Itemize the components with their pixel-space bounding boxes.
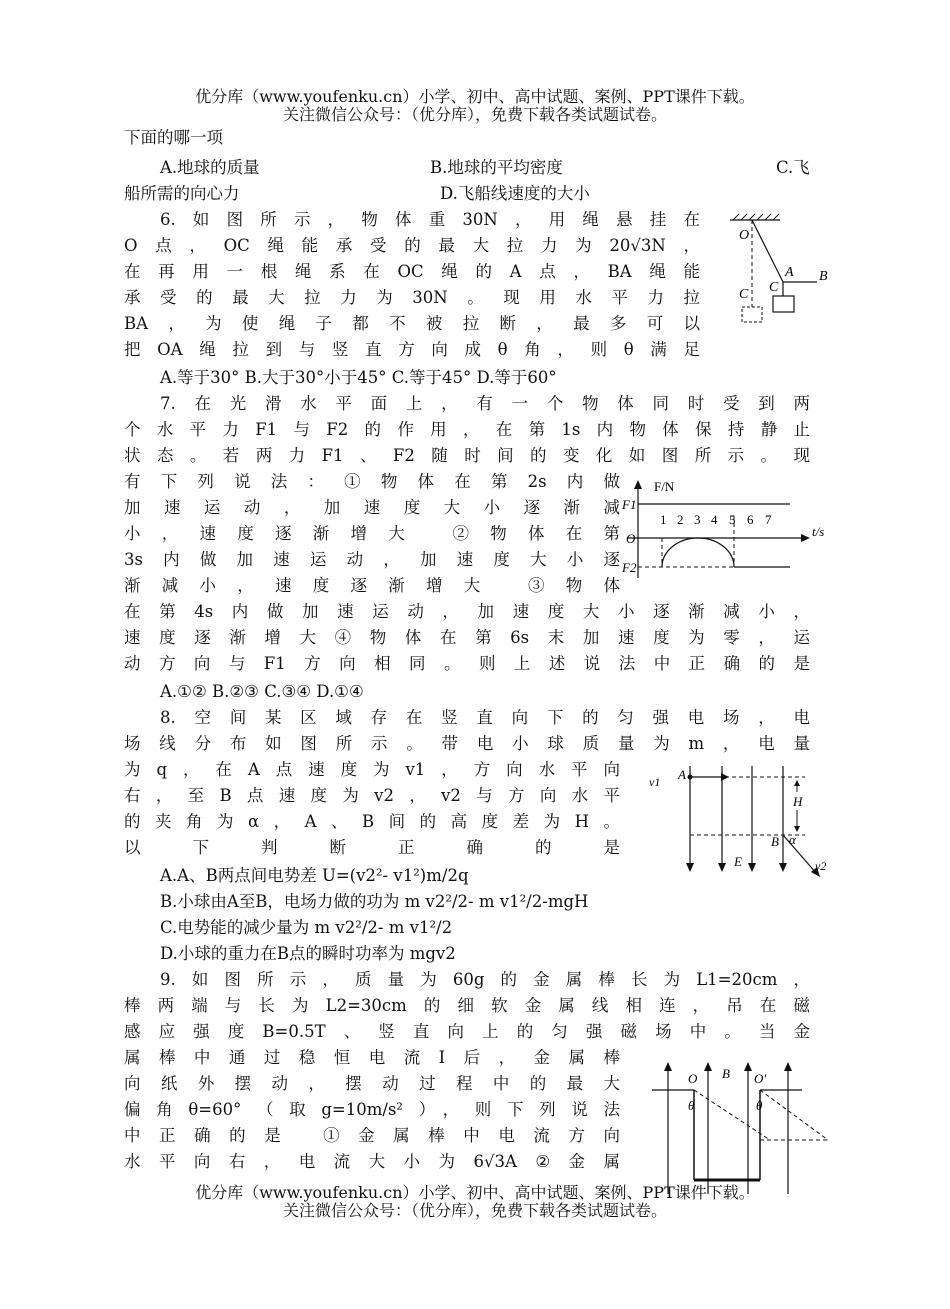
footer-line-2: 关注微信公众号：（优分库），免费下载各类试题试卷。: [282, 1201, 667, 1220]
q8-label-e: E: [734, 854, 742, 869]
q8-option-d: D.小球的重力在B点的瞬时功率为 mgv2: [160, 944, 456, 963]
q6-options: A.等于30° B.大于30°小于45° C.等于45° D.等于60°: [160, 368, 557, 387]
q7-tick-2: 2: [677, 512, 684, 527]
q9-label-theta-right: θ: [756, 1098, 763, 1113]
q6-label-c: C: [769, 280, 779, 295]
q9-line-5: 向纸外摆动，摆动过程中的最大: [124, 1074, 620, 1093]
q7-line-7: 3s内做加速运动，加速度大小逐: [124, 550, 620, 569]
header-line-2: 关注微信公众号：（优分库），免费下载各类试题试卷。: [282, 105, 667, 124]
q8-option-b: B.小球由A至B，电场力做的功为 m v2²/2- m v1²/2-mgH: [160, 892, 589, 911]
q8-line-5: 的夹角为α，A、B间的高度差为H。: [124, 812, 620, 831]
q7-tick-1: 1: [660, 512, 667, 527]
q7-line-10: 速度逐渐增大④物体在第6s末加速度为零，运: [124, 628, 810, 647]
q7-tick-6: 6: [747, 512, 754, 527]
q6-label-b: B: [819, 269, 828, 284]
q9-line-7: 中正确的是 ①金属棒中电流方向: [124, 1126, 620, 1145]
q9-line-4: 属棒中通过稳恒电流I后，金属棒: [124, 1048, 620, 1067]
q7-tick-4: 4: [711, 512, 718, 527]
q7-tick-7: 7: [765, 512, 772, 527]
q6-label-o: O: [739, 228, 750, 243]
q5-stem-end: [124, 126, 314, 150]
q8-line-3: 为q，在A点速度为v1，方向水平向: [124, 760, 620, 779]
q6-line-3: 在再用一根绳系在OC绳的A点，BA绳能: [124, 262, 700, 281]
q8-label-v2: v2: [815, 859, 827, 873]
q9-line-8: 水平向右，电流大小为6√3A②金属: [124, 1152, 620, 1171]
q5-stem-text: 下面的哪一项: [124, 128, 223, 147]
q5-option-d: D.飞船线速度的大小: [440, 184, 590, 203]
q8-line-4: 右，至B点速度为v2，v2与方向水平: [124, 786, 620, 805]
q8-option-c: C.电势能的减少量为 m v2²/2- m v1²/2: [160, 918, 453, 937]
q7-f2-label: F2: [622, 560, 637, 575]
q9-line-1: 9.如图所示，质量为60g的金属棒长为L1=20cm，: [160, 970, 810, 989]
header-line-1: 优分库（www.youfenku.cn）小学、初中、高中试题、案例、PPT课件下载。: [195, 87, 755, 106]
q7-f1-label: F1: [622, 497, 637, 512]
q6-label-a: A: [785, 265, 794, 280]
q7-line-1: 7.在光滑水平面上，有一个物体同时受到两: [160, 394, 810, 413]
q7-tick-5: 5: [729, 512, 736, 527]
q9-label-o: O: [688, 1071, 698, 1086]
q9-label-o-prime: O′: [754, 1071, 767, 1086]
q7-line-3: 状态。若两力F1、F2随时间的变化如图所示。现: [124, 446, 810, 465]
q7-line-5: 加速运动，加速度大小逐渐减: [124, 498, 620, 517]
q5-option-c-start: C.飞: [776, 158, 810, 177]
q6-line-1: 6.如图所示，物体重30N，用绳悬挂在: [160, 210, 700, 229]
q7-line-4: 有下列说法：①物体在第2s内做: [124, 472, 620, 491]
q7-options: A.①② B.②③ C.③④ D.①④: [160, 682, 364, 701]
q5-option-b: B.地球的平均密度: [430, 158, 563, 177]
q8-label-a: A: [678, 767, 686, 782]
q8-line-1: 8.空间某区域存在竖直向下的匀强电场，电: [160, 708, 810, 727]
q6-label-c-dashed: C: [739, 287, 749, 302]
q9-line-2: 棒两端与长为L2=30cm的细软金属线相连，吊在磁: [124, 996, 810, 1015]
q7-line-8: 渐减小，速度逐渐增大 ③物体: [124, 576, 620, 595]
q9-line-6: 偏角θ=60°（取g=10m/s²），则下列说法: [124, 1100, 620, 1119]
q9-label-theta-left: θ: [688, 1098, 695, 1113]
q6-line-6: 把OA绳拉到与竖直方向成θ角，则θ满足: [124, 340, 700, 359]
q9-line-3: 感应强度B=0.5T、竖直向上的匀强磁场中。当金: [124, 1022, 810, 1041]
footer-line-1: 优分库（www.youfenku.cn）小学、初中、高中试题、案例、PPT课件下载。: [195, 1183, 755, 1202]
q5-option-c-end: 船所需的向心力: [124, 184, 240, 203]
q7-x-axis-label: t/s: [812, 524, 825, 539]
q8-label-v1: v1: [649, 775, 661, 789]
q7-line-11: 动方向与F1方向相同。则上述说法中正确的是: [124, 654, 810, 673]
q7-origin-label: O: [626, 531, 636, 546]
q6-line-4: 承受的最大拉力为30N。现用水平力拉: [124, 288, 700, 307]
q6-line-2: O点，OC绳能承受的最大拉力为20√3N，: [124, 236, 700, 255]
q8-option-a: A.A、B两点间电势差 U=(v2²- v1²)m/2q: [160, 866, 469, 885]
q7-y-axis-label: F/N: [654, 479, 675, 494]
q7-line-9: 在第4s内做加速运动，加速度大小逐渐减小，: [124, 602, 810, 621]
q9-label-b: B: [722, 1066, 730, 1081]
q6-line-5: BA，为使绳子都不被拉断，最多可以: [124, 314, 700, 333]
q8-label-alpha: α: [789, 832, 796, 847]
q8-line-2: 场线分布如图所示。带电小球质量为m，电量: [124, 734, 810, 753]
q8-label-h: H: [793, 794, 803, 809]
q7-force-graph: [622, 478, 838, 580]
q9-magnetic-field-figure: [652, 1056, 832, 1198]
q5-option-a: A.地球的质量: [160, 158, 260, 177]
q7-line-2: 个水平力F1与F2的作用，在第1s内物体保持静止: [124, 420, 810, 439]
q6-rope-figure: [725, 212, 840, 327]
q8-line-6: 以下判断正确的是: [124, 838, 620, 857]
q8-electric-field-figure: [645, 762, 835, 884]
q8-label-b: B: [771, 834, 779, 849]
q7-tick-3: 3: [694, 512, 701, 527]
q7-line-6: 小，速度逐渐增大 ②物体在第: [124, 524, 620, 543]
